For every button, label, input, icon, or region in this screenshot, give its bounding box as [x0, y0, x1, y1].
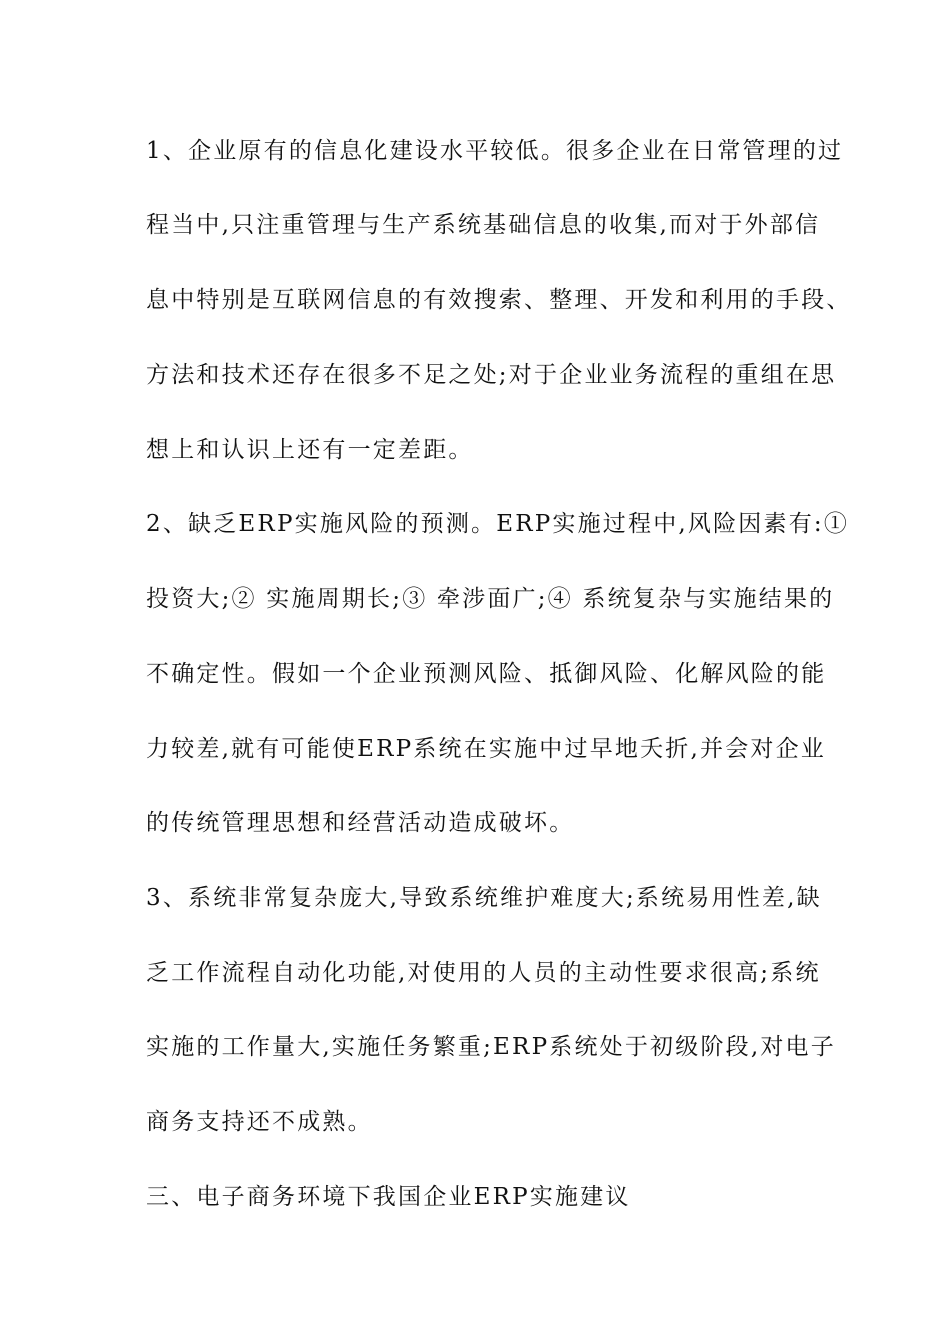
- text-line: 想上和认识上还有一定差距。: [146, 437, 474, 463]
- text-line: 程当中,只注重管理与生产系统基础信息的收集,而对于外部信: [146, 212, 821, 238]
- text-line: 息中特别是互联网信息的有效搜索、整理、开发和利用的手段、: [146, 287, 852, 313]
- text-line: 投资大;② 实施周期长;③ 牵涉面广;④ 系统复杂与实施结果的: [146, 586, 835, 612]
- text-line: 实施的工作量大,实施任务繁重;ERP系统处于初级阶段,对电子: [146, 1034, 836, 1060]
- text-line: 乏工作流程自动化功能,对使用的人员的主动性要求很高;系统: [146, 960, 821, 986]
- text-line: 方法和技术还存在很多不足之处;对于企业业务流程的重组在思: [146, 362, 837, 388]
- text-line: 2、缺乏ERP实施风险的预测。ERP实施过程中,风险因素有:①: [146, 511, 850, 537]
- text-line: 不确定性。假如一个企业预测风险、抵御风险、化解风险的能: [146, 661, 827, 687]
- section-heading: 三、电子商务环境下我国企业ERP实施建议: [146, 1184, 631, 1210]
- text-line: 商务支持还不成熟。: [146, 1109, 373, 1135]
- text-line: 力较差,就有可能使ERP系统在实施中过早地夭折,并会对企业: [146, 736, 827, 762]
- text-line: 的传统管理思想和经营活动造成破坏。: [146, 810, 575, 836]
- text-line: 3、系统非常复杂庞大,导致系统维护难度大;系统易用性差,缺: [146, 885, 822, 911]
- text-line: 1、企业原有的信息化建设水平较低。很多企业在日常管理的过: [146, 138, 844, 164]
